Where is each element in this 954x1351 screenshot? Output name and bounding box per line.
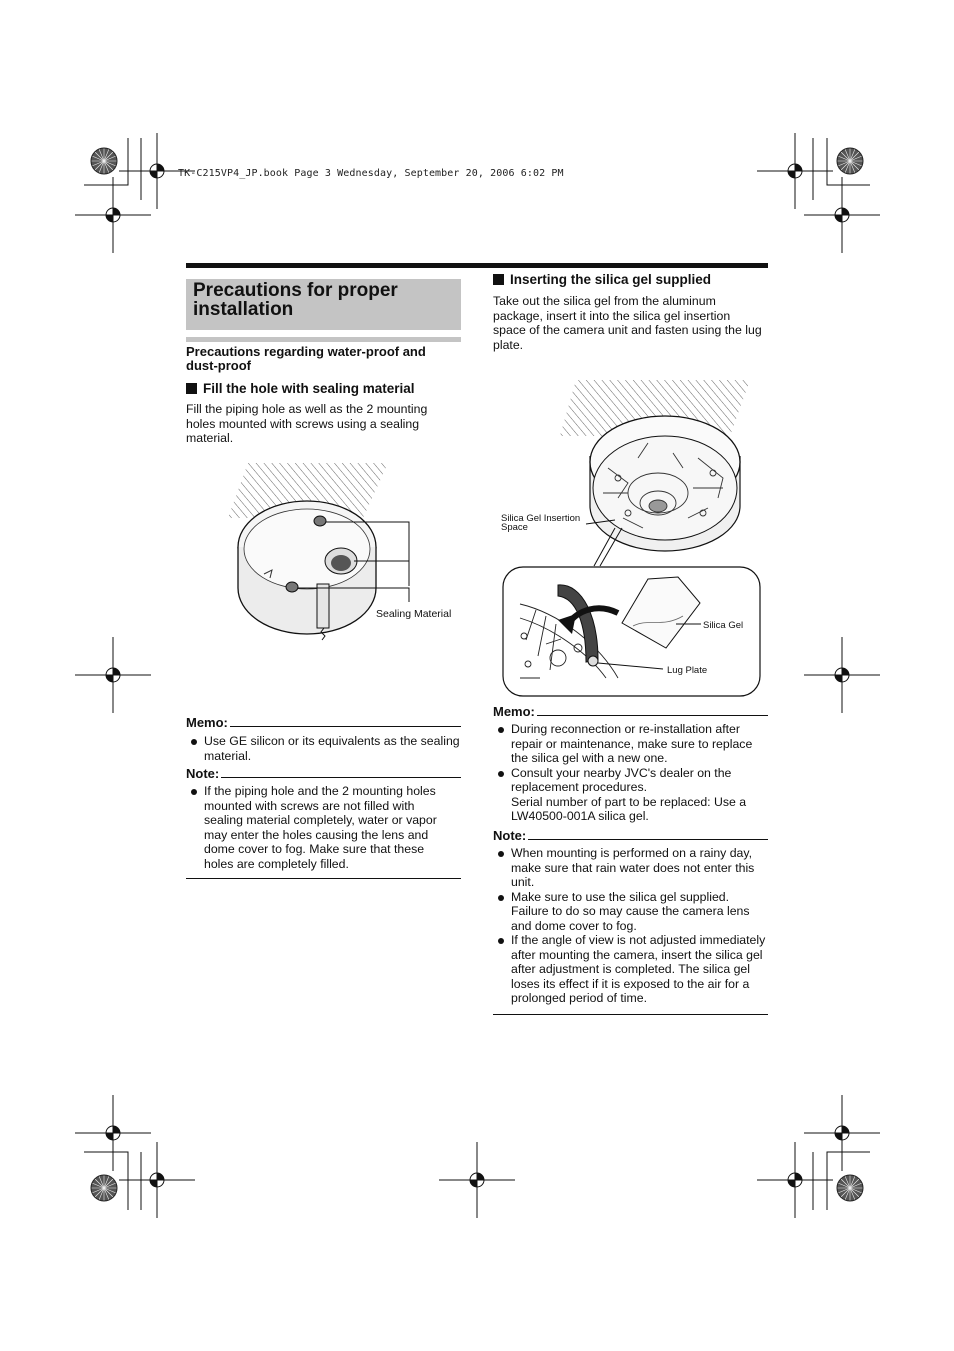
note-box-right (493, 829, 768, 1015)
list-item (493, 766, 768, 824)
title-line-2: installation (193, 299, 294, 320)
list-item-text: Make sure to use the silica gel supplied. Failure to do so may cause the camera lens and dome cover to fog. (511, 889, 750, 933)
list-item-text: If the piping hole and the 2 mounting holes mounted with screws are not filled with sealing material completely, water or vapor may enter the holes causing the lens and dome cover to fog. Make sure that these holes are completely filled. (204, 784, 437, 871)
note-box-left (186, 767, 461, 879)
section-heading-text: Inserting the silica gel supplied (510, 272, 712, 287)
top-rule (186, 263, 768, 268)
memo-box-left (186, 716, 461, 763)
lug-plate-label: Lug Plate (667, 665, 708, 676)
bullet-icon (498, 727, 504, 733)
note-label: Note: (186, 766, 220, 781)
note-label: Note: (493, 828, 527, 843)
list-item-text: During reconnection or re-installation after repair or maintenance, make sure to replace the silica gel with a new one. (511, 722, 753, 765)
sealing-material-label: Sealing Material (376, 608, 452, 620)
list-item (493, 933, 768, 1006)
subheading: Precautions regarding water-proof and dust-proof (186, 344, 426, 373)
note-heading (493, 829, 768, 843)
title-underline (186, 337, 461, 342)
list-item-text: If the angle of view is not adjusted immediately after mounting the camera, insert the silica gel after adjustment is completed. The silica gel loses its effect if it is exposed to the air for a prolonged period of time. (511, 933, 766, 1005)
memo-label: Memo: (186, 715, 228, 730)
memo-list (493, 722, 768, 824)
list-item-text: Use GE silicon or its equivalents as the sealing material. (204, 734, 460, 763)
memo-heading (186, 716, 461, 730)
list-item-subtext: Serial number of part to be replaced: Use a LW40500-001A silica gel. (511, 794, 747, 823)
section-heading-silica (493, 272, 711, 288)
note-end-rule (493, 1014, 768, 1015)
square-bullet-icon (186, 383, 197, 394)
bullet-icon (498, 851, 504, 857)
silica-instructions: Take out the silica gel from the aluminum package, insert it into the silica gel insertion space of the camera unit and fasten using the lug plate. (493, 294, 762, 352)
bullet-icon (191, 739, 197, 745)
list-item (493, 846, 768, 890)
bullet-icon (498, 895, 504, 901)
silica-gel-figure (498, 378, 766, 700)
insertion-space-label-line1: Silica Gel Insertion (501, 513, 581, 524)
list-item-text: Consult your nearby JVC's dealer on the replacement procedures. (511, 765, 732, 794)
memo-heading (493, 705, 768, 719)
list-item (493, 722, 768, 766)
page-title (186, 279, 461, 330)
note-list (186, 784, 461, 871)
memo-list (186, 734, 461, 763)
square-bullet-icon (493, 274, 504, 285)
sealing-instructions: Fill the piping hole as well as the 2 mounting holes mounted with screws using a sealing material. (186, 402, 428, 445)
bullet-icon (191, 789, 197, 795)
insertion-space-label-line2: Space (501, 522, 528, 533)
memo-label: Memo: (493, 704, 535, 719)
list-item (186, 734, 461, 763)
sealing-material-figure (228, 458, 464, 656)
list-item (493, 890, 768, 934)
memo-box-right (493, 705, 768, 824)
list-item-text: When mounting is performed on a rainy day, make sure that rain water does not enter this unit. (511, 846, 755, 889)
title-line-1: Precautions for proper (193, 280, 398, 301)
section-heading-sealing (186, 381, 415, 397)
note-heading (186, 767, 461, 781)
section-heading-text: Fill the hole with sealing material (203, 381, 415, 396)
note-list (493, 846, 768, 1006)
note-end-rule (186, 878, 461, 879)
silica-gel-label: Silica Gel (703, 620, 744, 631)
bullet-icon (498, 771, 504, 777)
print-header: TK-C215VP4_JP.book Page 3 Wednesday, September 20, 2006 6:02 PM (178, 168, 564, 179)
bullet-icon (498, 938, 504, 944)
list-item (186, 784, 453, 871)
